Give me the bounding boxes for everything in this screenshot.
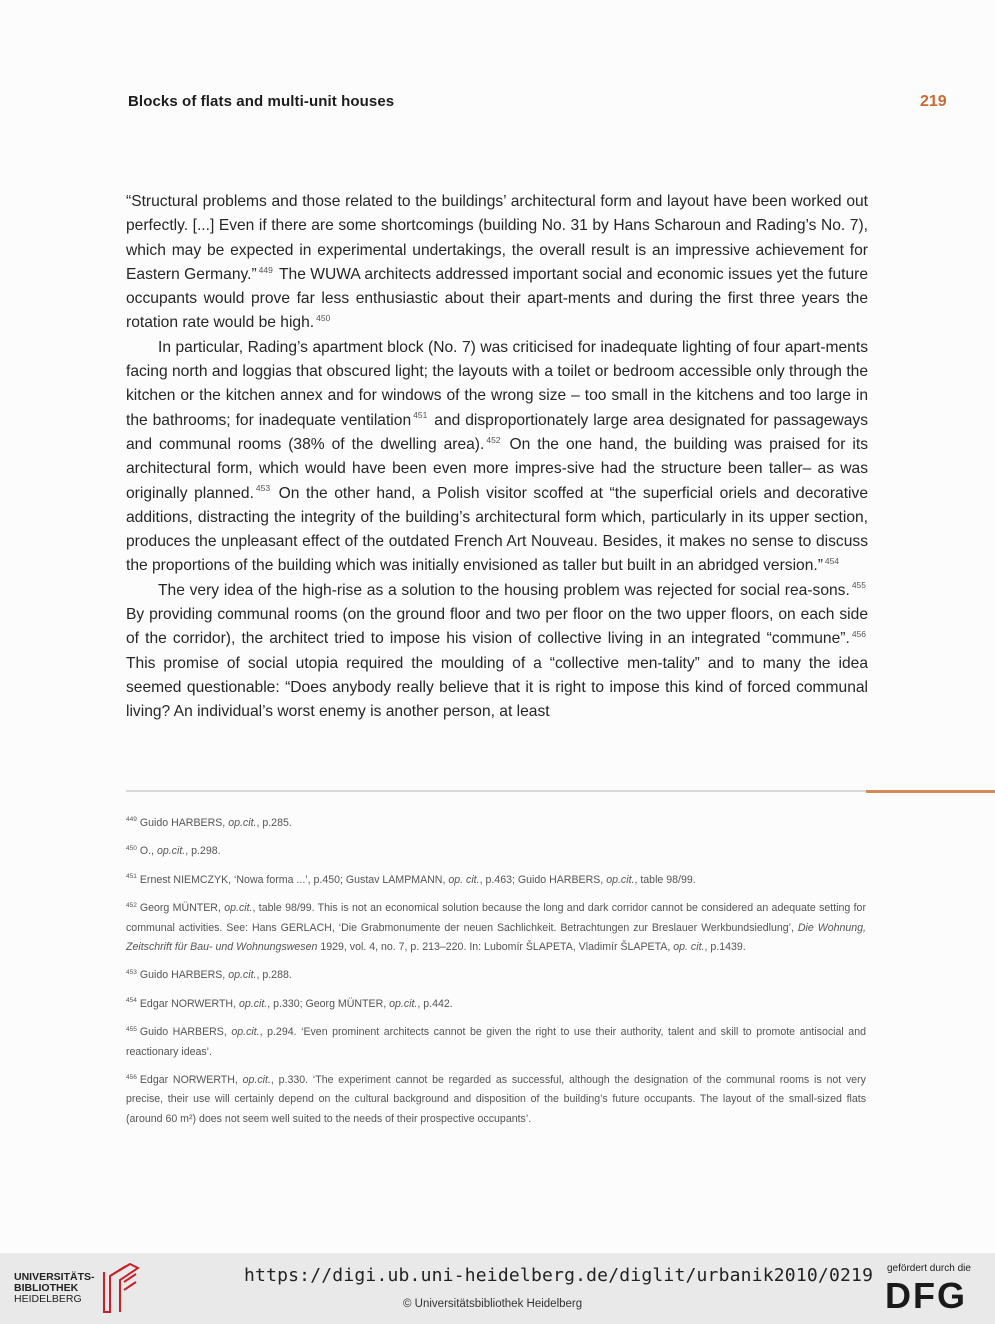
footnote-text-run: 1929, vol. 4, no. 7, p. 213–220. In: Lubomír ŠLAPETA, Vladimír ŠLAPETA, xyxy=(317,941,674,954)
footnote-text-run: Georg MÜNTER, xyxy=(139,902,225,915)
dfg-logo-text: DFG xyxy=(885,1277,967,1313)
footnote-ref[interactable]: 453 xyxy=(255,483,271,494)
paragraph-2 xyxy=(126,336,868,579)
footnote-italic-run: op.cit. xyxy=(231,1026,260,1039)
footnote-ref[interactable]: 451 xyxy=(413,410,428,421)
library-emblem-icon xyxy=(100,1260,142,1314)
footnote-452 xyxy=(126,899,866,957)
footnote-italic-run: op.cit. xyxy=(228,969,257,982)
footnote-ref[interactable]: 450 xyxy=(316,313,331,324)
footnote-text-run: Guido HARBERS, xyxy=(139,817,229,829)
footnote-text-run: Guido HARBERS, xyxy=(139,1026,232,1039)
footnote-text-run: , p.442. xyxy=(417,997,453,1010)
footnote-text-run: , p.294. ‘Even prominent architects cannot be given the right to use their authority, talent and skill to promote antisocial and reactionary ideas’. xyxy=(126,1026,866,1058)
text-run: On the one hand, the building was praised for its architectural form, which would have been even more impres-sive had the structure been taller– as was originally planned. xyxy=(126,435,869,502)
footnote-number: 450 xyxy=(126,844,137,852)
footnote-449 xyxy=(126,814,866,833)
text-run: On the other hand, a Polish visitor scoffed at “the superficial oriels and decorative additions, distracting the integrity of the building’s architectural form which, particularly in its upper section, produces the unpleasant effect of the outdated French Art Nouveau. Besides, it makes no sense to discuss the proportions of the building which was initially envisioned as taller but built in an abridged version.” xyxy=(126,484,868,575)
footnote-text-run: , p.330. ‘The experiment cannot be regarded as successful, although the designation of the communal rooms is not very precise, their use will certainly depend on the cultural background and disposition of the building’s future occupants. The layout of the small-sized flats (around 60 m²) does not seem well suited to the needs of their prospective occupants’. xyxy=(126,1074,866,1125)
footnote-number: 451 xyxy=(126,873,137,881)
permalink-url[interactable]: https://digi.ub.uni-heidelberg.de/diglit/urbanik2010/0219 xyxy=(244,1265,874,1286)
footnote-456 xyxy=(126,1071,866,1129)
footnote-italic-run: op.cit. xyxy=(224,902,253,915)
footnote-ref[interactable]: 452 xyxy=(486,434,501,445)
copyright-notice: © Universitätsbibliothek Heidelberg xyxy=(403,1298,583,1310)
footnote-number: 449 xyxy=(126,816,137,824)
footnote-text-run: , table 98/99. xyxy=(634,873,696,886)
footnote-text-run: , p.330; Georg MÜNTER, xyxy=(267,997,390,1010)
library-name-line1: UNIVERSITÄTS- xyxy=(14,1271,95,1283)
footnotes xyxy=(126,814,866,1138)
footnote-italic-run: op. cit. xyxy=(673,941,705,954)
footnote-ref[interactable]: 456 xyxy=(851,628,866,639)
footnote-italic-run: op.cit. xyxy=(389,997,418,1010)
footnote-text-run: , p.463; Guido HARBERS, xyxy=(479,873,607,886)
footnote-text-run: , p.298. xyxy=(185,845,221,858)
text-run: By providing communal rooms (on the ground floor and two per floor on the two upper floors, on each side of the corridor), the architect tried to impose his vision of collective living in an integrated “commune”. xyxy=(126,606,868,648)
footnote-ref[interactable]: 449 xyxy=(258,264,273,275)
footnote-text-run: Ernest NIEMCZYK, ‘Nowa forma ...’, p.450; Gustav LAMPMANN, xyxy=(139,873,449,886)
footnote-453 xyxy=(126,966,866,985)
footnote-italic-run: op.cit. xyxy=(238,997,268,1010)
footnote-number: 453 xyxy=(126,968,137,976)
paragraph-1 xyxy=(126,190,868,336)
footnote-ref[interactable]: 454 xyxy=(824,556,840,567)
footnote-text-run: Edgar NORWERTH, xyxy=(139,997,239,1010)
footnote-number: 455 xyxy=(126,1025,137,1033)
running-title: Blocks of flats and multi-unit houses xyxy=(128,93,395,110)
footnote-italic-run: op.cit. xyxy=(242,1074,271,1087)
library-name-line3: HEIDELBERG xyxy=(14,1293,82,1305)
footnote-text-run: , p.285. xyxy=(256,817,292,829)
footnote-text-run: Guido HARBERS, xyxy=(139,969,229,982)
footnote-italic-run: op.cit. xyxy=(156,845,186,858)
funding-caption: gefördert durch die xyxy=(887,1263,971,1274)
footnote-451 xyxy=(126,871,866,890)
text-run: The WUWA architects addressed important social and economic issues yet the future occupants would prove far less enthusiastic about their apart-ments and during the first three years the rotation rate would be high. xyxy=(126,265,868,332)
footnote-text-run: , table 98/99. This is not an economical solution because the long and dark corridor cannot be considered an adequate setting for communal activities. See: Hans GERLACH, ‘Die Grabmonumente der neuen Sachlichkeit. Betrachtungen zur Breslauer Werkbundsiedlung’, xyxy=(126,902,866,934)
footnote-text-run: , p.1439. xyxy=(704,941,746,954)
footnote-divider-accent xyxy=(866,790,995,793)
viewer-footer xyxy=(0,1253,995,1324)
text-run: This promise of social utopia required the moulding of a “collective men-tality” and to many the idea seemed questionable: “Does anybody really believe that it is right to impose this kind of forced communal living? An individual’s worst enemy is another person, at least xyxy=(126,654,868,721)
footnote-italic-run: op.cit. xyxy=(606,873,635,886)
footnote-italic-run: op. cit. xyxy=(448,873,480,886)
footnote-ref[interactable]: 455 xyxy=(851,580,866,591)
paragraph-3 xyxy=(126,579,868,725)
library-logo[interactable] xyxy=(14,1270,144,1316)
footnote-italic-run: Die Wohnung, Zeitschrift für Bau- und Wohnungswesen xyxy=(126,921,866,954)
footnote-number: 454 xyxy=(126,997,137,1005)
footnote-450 xyxy=(126,842,866,861)
footnote-number: 452 xyxy=(126,901,137,909)
footnote-text-run: , p.288. xyxy=(256,969,292,982)
text-run: The very idea of the high-rise as a solution to the housing problem was rejected for social rea-sons. xyxy=(158,581,850,599)
footnote-text-run: Edgar NORWERTH, xyxy=(139,1074,243,1087)
footnote-divider xyxy=(126,790,866,792)
library-name-line2: BIBLIOTHEK xyxy=(14,1282,79,1294)
body-text xyxy=(126,190,868,725)
page-number: 219 xyxy=(920,93,947,110)
footnote-455 xyxy=(126,1023,866,1062)
text-run: and disproportionately large area designated for passageways and communal rooms (38% of the dwelling area). xyxy=(126,411,869,453)
footnote-text-run: O., xyxy=(139,845,157,858)
dfg-logo-icon[interactable] xyxy=(885,1277,981,1313)
footnote-italic-run: op.cit. xyxy=(228,817,257,829)
footnote-454 xyxy=(126,995,866,1014)
text-run: “Structural problems and those related to the buildings’ architectural form and layout have been worked out perfectly. [...] Even if there are some shortcomings (building No. 31 by Hans Scharoun and Rading’s No. 7), which may be expected in experimental undertakings, the overall result is an impressive achievement for Eastern Germany.” xyxy=(126,193,868,283)
text-run: In particular, Rading’s apartment block (No. 7) was criticised for inadequate lighting of four apart-ments facing north and loggias that obscured light; the layouts with a toilet or bedroom accessible only through the kitchen or the kitchen annex and for windows of the wrong size – too small in the kitchens and too large in the bathrooms; for inadequate ventilation xyxy=(126,338,868,429)
footnote-number: 456 xyxy=(126,1073,137,1081)
